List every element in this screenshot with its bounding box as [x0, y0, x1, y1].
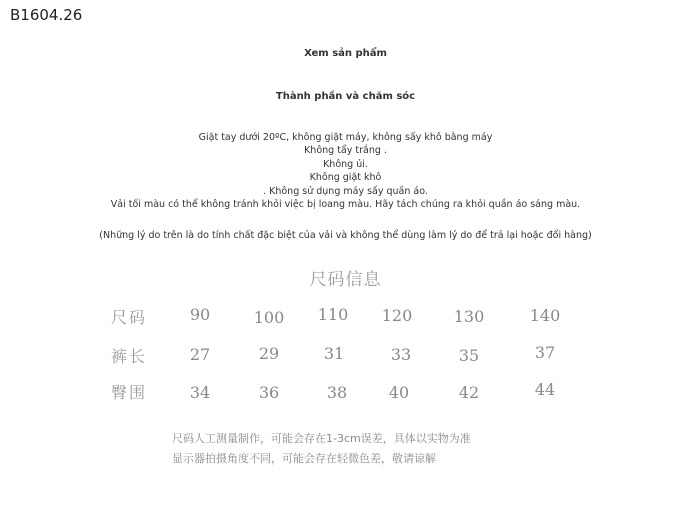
table-cell: 44	[534, 380, 556, 399]
footnote-color: 显示器拍摄角度不同，可能会存在轻微色差，敬请谅解	[172, 452, 436, 465]
table-cell: 90	[189, 305, 211, 324]
view-product-heading: Xem sản phẩm	[304, 48, 387, 59]
row-label-hip: 臀围	[111, 383, 148, 402]
table-cell: 100	[253, 308, 285, 327]
care-line: Không giặt khô	[309, 172, 382, 184]
table-cell: 140	[529, 306, 561, 325]
disclaimer: (Những lý do trên là do tính chất đặc biệt của vải và không thể dùng làm lý do để trả lại hoặc đổi hàng)	[99, 230, 592, 241]
table-cell: 37	[534, 343, 556, 362]
table-cell: 27	[189, 345, 211, 364]
care-line: Giặt tay dưới 20ºC, không giặt máy, không sấy khô bằng máy	[198, 132, 493, 143]
footnote-measurement: 尺码人工测量制作，可能会存在1-3cm误差，具体以实物为准	[172, 432, 471, 445]
care-line: Không tẩy trắng .	[304, 145, 387, 157]
row-label-size: 尺码	[111, 308, 148, 327]
size-table-title: 尺码信息	[309, 270, 382, 290]
product-code: B1604.26	[10, 6, 83, 24]
table-cell: 38	[326, 383, 348, 402]
table-cell: 35	[458, 346, 480, 365]
table-cell: 110	[317, 305, 349, 324]
care-line: Vải tối màu có thể không tránh khỏi việc bị loang màu. Hãy tách chúng ra khỏi quần áo sáng màu.	[110, 199, 581, 211]
row-label-pants-length: 裤长	[111, 347, 148, 366]
table-cell: 120	[381, 306, 413, 325]
care-line: . Không sử dụng máy sấy quần áo.	[263, 185, 428, 197]
table-cell: 29	[258, 344, 280, 363]
table-cell: 130	[453, 307, 485, 326]
table-cell: 40	[388, 383, 410, 402]
care-line: Không ủi.	[323, 158, 368, 170]
table-cell: 42	[458, 383, 480, 402]
table-cell: 34	[189, 383, 211, 402]
table-cell: 33	[390, 345, 412, 364]
composition-heading: Thành phần và chăm sóc	[275, 91, 416, 102]
table-cell: 36	[258, 383, 280, 402]
table-cell: 31	[323, 344, 345, 363]
care-instructions	[0, 131, 691, 211]
